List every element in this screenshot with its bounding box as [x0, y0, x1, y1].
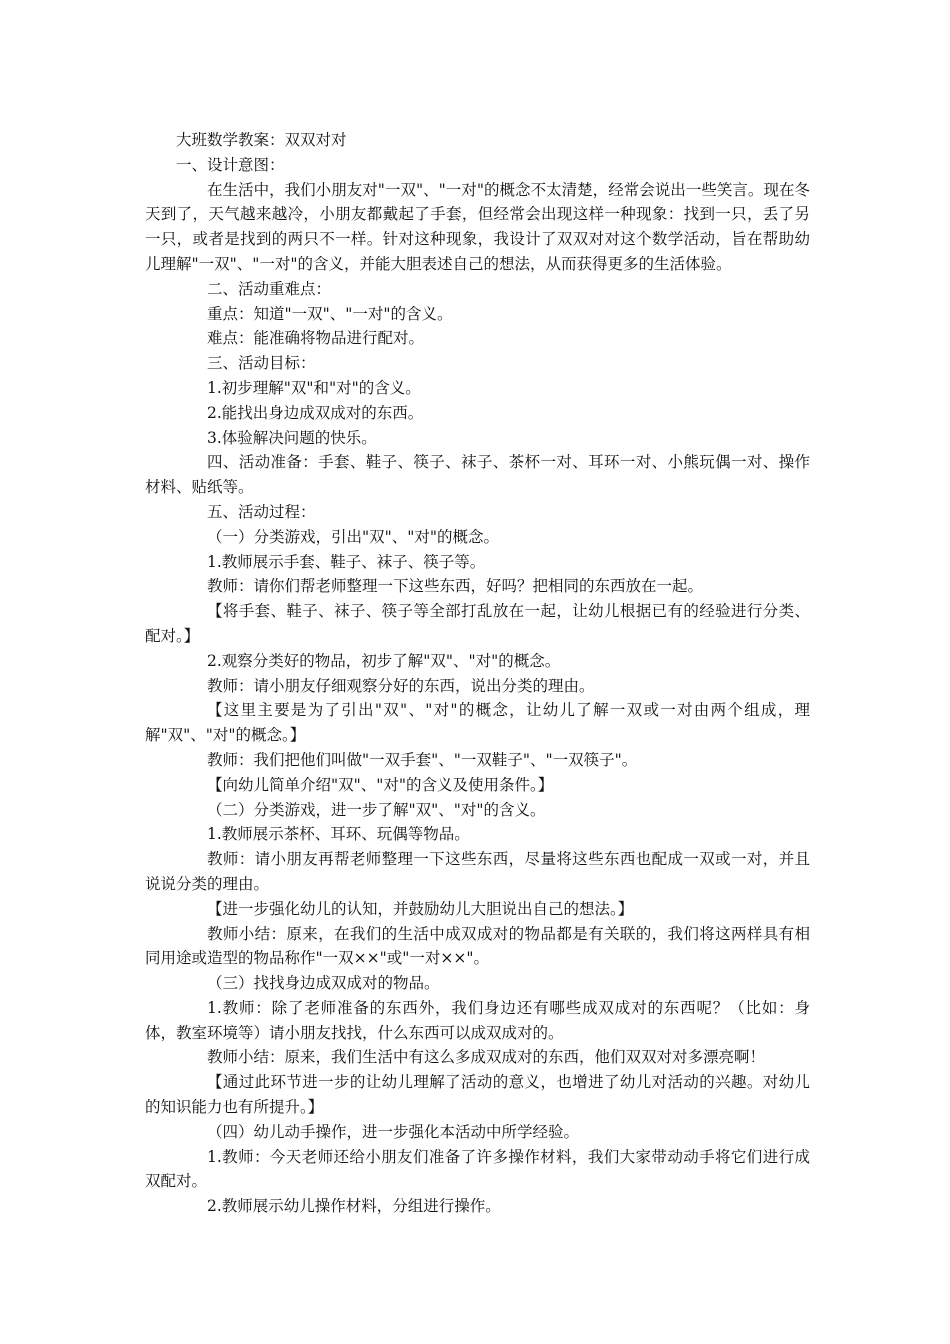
paragraph: 1.教师：今天老师还给小朋友们准备了许多操作材料，我们大家带动动手将它们进行成双配对。: [145, 1147, 810, 1191]
paragraph: 教师：请小朋友仔细观察分好的东西，说出分类的理由。: [207, 676, 595, 695]
paragraph: 【这里主要是为了引出"双"、"对"的概念，让幼儿了解一双或一对由两个组成，理解"双"、"对"的概念。】: [145, 701, 810, 745]
paragraph: 1.教师展示茶杯、耳环、玩偶等物品。: [207, 825, 470, 844]
paragraph: 【通过此环节进一步的让幼儿理解了活动的意义，也增进了幼儿对活动的兴趣。对幼儿的知识能力也有所提升。】: [145, 1073, 810, 1117]
paragraph: 【将手套、鞋子、袜子、筷子等全部打乱放在一起，让幼儿根据已有的经验进行分类、配对。】: [145, 602, 810, 645]
paragraph: 教师小结：原来，在我们的生活中成双成对的物品都是有关联的，我们将这两样具有相同用途或造型的物品称作"一双××"或"一对××"。: [145, 924, 810, 968]
paragraph: 重点：知道"一双"、"一对"的含义。: [207, 304, 453, 323]
paragraph: 【向幼儿简单介绍"双"、"对"的含义及使用条件。】: [207, 775, 554, 794]
subsection-heading: （二）分类游戏，进一步了解"双"、"对"的含义。: [207, 800, 546, 819]
paragraph: 教师：请小朋友再帮老师整理一下这些东西，尽量将这些东西也配成一双或一对，并且说说分类的理由。: [145, 850, 810, 893]
paragraph: 教师小结：原来，我们生活中有这么多成双成对的东西，他们双双对对多漂亮啊！: [207, 1048, 766, 1067]
paragraph: 教师：请你们帮老师整理一下这些东西，好吗？把相同的东西放在一起。: [207, 577, 704, 596]
document-title: 大班数学教案：双双对对: [176, 131, 347, 149]
paragraph: 【进一步强化幼儿的认知，并鼓励幼儿大胆说出自己的想法。】: [207, 899, 634, 918]
paragraph: 难点：能准确将物品进行配对。: [207, 329, 425, 348]
list-item: 1.初步理解"双"和"对"的含义。: [207, 378, 421, 397]
section-heading: 一、设计意图：: [176, 155, 285, 174]
section-heading: 四、活动准备：手套、鞋子、筷子、袜子、茶杯一对、耳环一对、小熊玩偶一对、操作材料、贴纸等。: [145, 453, 810, 497]
paragraph: 2.教师展示幼儿操作材料，分组进行操作。: [207, 1197, 501, 1216]
paragraph: 教师：我们把他们叫做"一双手套"、"一双鞋子"、"一双筷子"。: [207, 750, 638, 769]
subsection-heading: （三）找找身边成双成对的物品。: [207, 974, 440, 993]
document-body: [145, 128, 810, 1219]
paragraph: 2.观察分类好的物品，初步了解"双"、"对"的概念。: [207, 651, 561, 670]
paragraph: 1.教师：除了老师准备的东西外，我们身边还有哪些成双成对的东西呢？（比如：身体，教室环境等）请小朋友找找，什么东西可以成双成对的。: [145, 998, 810, 1042]
list-item: 3.体验解决问题的快乐。: [207, 428, 377, 447]
subsection-heading: （四）幼儿动手操作，进一步强化本活动中所学经验。: [207, 1122, 580, 1141]
paragraph: 在生活中，我们小朋友对"一双"、"一对"的概念不太清楚，经常会说出一些笑言。现在冬天到了，天气越来越冷，小朋友都戴起了手套，但经常会出现这样一种现象：找到一只，丢了另一只，或者是找到的两只不一样。针对这种现象，我设计了双双对对这个数学活动，旨在帮助幼儿理解"一双"、"一对"的含义，并能大胆表述自己的想法，从而获得更多的生活体验。: [145, 180, 810, 273]
list-item: 2.能找出身边成双成对的东西。: [207, 403, 424, 422]
subsection-heading: （一）分类游戏，引出"双"、"对"的概念。: [207, 527, 500, 546]
section-heading: 五、活动过程：: [207, 502, 316, 521]
section-heading: 三、活动目标：: [207, 354, 316, 373]
section-heading: 二、活动重难点：: [207, 279, 332, 298]
paragraph: 1.教师展示手套、鞋子、袜子、筷子等。: [207, 552, 486, 571]
